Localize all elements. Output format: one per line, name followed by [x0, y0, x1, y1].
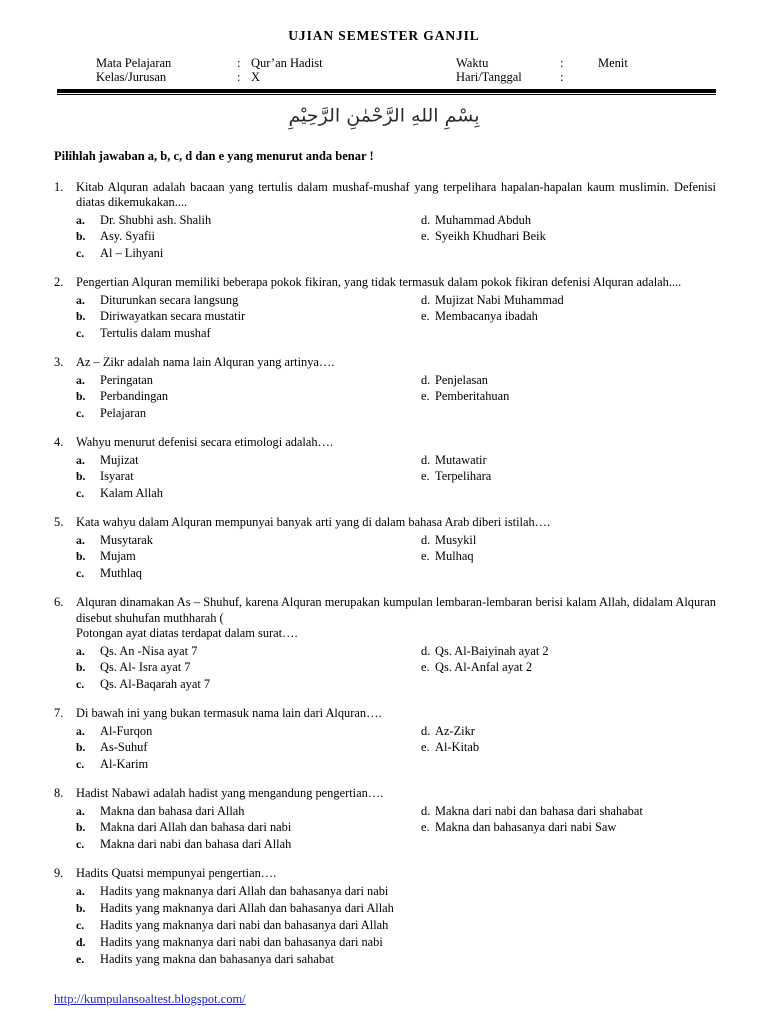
option-c[interactable] [76, 245, 421, 262]
option-c[interactable] [76, 676, 421, 693]
header-right-column [456, 56, 716, 85]
divider-thin-line [57, 94, 716, 95]
option-label: Diriwayatkan secara mustatir [100, 309, 246, 324]
option-label: Mujam [100, 549, 136, 564]
option-letter: c. [76, 405, 85, 420]
option-d[interactable] [421, 803, 716, 820]
option-label: Hadits yang maknanya dari Allah dan bahasanya dari Allah [100, 900, 394, 915]
option-d[interactable] [76, 934, 716, 951]
option-letter: b. [76, 820, 86, 835]
option-label: Hadits yang makna dan bahasanya dari sahabat [100, 951, 334, 966]
option-letter: b. [76, 740, 86, 755]
option-c[interactable] [76, 565, 421, 582]
options-group [54, 803, 716, 853]
question-block [54, 515, 716, 581]
divider-thick-line [57, 89, 716, 93]
header-label-subject: Mata Pelajaran [96, 55, 172, 70]
option-label: Al-Karim [100, 756, 149, 771]
option-row [76, 485, 716, 502]
option-row [76, 819, 716, 836]
option-label: Mutawatir [435, 452, 487, 467]
option-row [76, 292, 716, 309]
question-number: 9. [54, 866, 64, 881]
option-b[interactable] [76, 468, 421, 485]
question-stem [54, 866, 716, 882]
option-letter: a. [76, 532, 85, 547]
basmalah-row [0, 103, 768, 131]
options-group [54, 372, 716, 422]
option-letter: d. [421, 212, 431, 227]
option-label: Diturunkan secara langsung [100, 292, 239, 307]
header-field-subject [96, 56, 456, 71]
option-c[interactable] [76, 405, 421, 422]
option-letter: e. [421, 309, 430, 324]
option-row [76, 372, 716, 389]
question-number: 2. [54, 275, 64, 290]
question-stem [54, 595, 716, 626]
option-row [76, 245, 716, 262]
option-letter: b. [76, 549, 86, 564]
option-label: As-Suhuf [100, 740, 148, 755]
header-label-time: Waktu [456, 55, 489, 70]
option-c[interactable] [76, 485, 421, 502]
header-field-time [456, 56, 716, 71]
option-label: Hadits yang maknanya dari nabi dan bahasanya dari Allah [100, 917, 389, 932]
option-b[interactable] [76, 900, 716, 917]
option-letter: c. [76, 485, 85, 500]
option-row [76, 325, 716, 342]
option-label: Makna dan bahasa dari Allah [100, 803, 245, 818]
option-letter: c. [76, 756, 85, 771]
option-label: Pemberitahuan [435, 389, 510, 404]
question-text: Hadist Nabawi adalah hadist yang mengandung pengertian…. [76, 786, 384, 801]
header-left-column [96, 56, 456, 85]
option-label: Qs. An -Nisa ayat 7 [100, 643, 198, 658]
question-number: 6. [54, 595, 64, 610]
option-row [76, 659, 716, 676]
option-b[interactable] [76, 548, 421, 565]
option-c[interactable] [76, 756, 421, 773]
option-row [76, 468, 716, 485]
question-text: Di bawah ini yang bukan termasuk nama lain dari Alquran…. [76, 706, 382, 721]
question-block [54, 435, 716, 501]
option-label: Kalam Allah [100, 485, 163, 500]
option-row [76, 532, 716, 549]
option-letter: a. [76, 292, 85, 307]
option-b[interactable] [76, 819, 421, 836]
question-extra-text: Potongan ayat diatas terdapat dalam surat…. [76, 626, 298, 641]
option-label: Muhammad Abduh [435, 212, 532, 227]
header-label-class: Kelas/Jurusan [96, 70, 167, 85]
option-letter: b. [76, 469, 86, 484]
option-e[interactable] [421, 388, 716, 405]
option-a[interactable] [76, 723, 421, 740]
footer-link[interactable] [54, 992, 246, 1007]
basmalah-calligraphy: بِسْمِ اللهِ الرَّحْمٰنِ الرَّحِيْمِ [288, 105, 480, 127]
option-label: Az-Zikr [435, 723, 475, 738]
option-row [76, 836, 716, 853]
option-letter: d. [421, 452, 431, 467]
option-d[interactable] [421, 643, 716, 660]
option-c[interactable] [76, 917, 716, 934]
question-text: Wahyu menurut defenisi secara etimologi adalah…. [76, 435, 334, 450]
question-stem [54, 515, 716, 531]
option-b[interactable] [76, 388, 421, 405]
question-block [54, 786, 716, 852]
option-letter: d. [421, 292, 431, 307]
question-stem [54, 180, 716, 211]
option-e[interactable] [421, 739, 716, 756]
question-block [54, 275, 716, 341]
option-label: Al – Lihyani [100, 245, 164, 260]
option-row [76, 723, 716, 740]
option-letter: e. [421, 389, 430, 404]
header-value-class: X [251, 70, 261, 85]
header-colon-class: : [237, 70, 241, 85]
question-stem [54, 786, 716, 802]
option-label: Membacanya ibadah [435, 309, 538, 324]
option-a[interactable] [76, 532, 421, 549]
option-label: Mujizat Nabi Muhammad [435, 292, 564, 307]
question-number: 7. [54, 706, 64, 721]
option-row [76, 883, 716, 900]
option-label: Makna dan bahasanya dari nabi Saw [435, 820, 617, 835]
option-label: Musytarak [100, 532, 153, 547]
option-e[interactable] [421, 468, 716, 485]
option-b[interactable] [76, 228, 421, 245]
option-letter: e. [76, 951, 85, 966]
options-group [54, 883, 716, 968]
options-group [54, 452, 716, 502]
option-letter: e. [421, 549, 430, 564]
option-row [76, 917, 716, 934]
option-letter: a. [76, 803, 85, 818]
option-a[interactable] [76, 372, 421, 389]
option-b[interactable] [76, 308, 421, 325]
option-letter: c. [76, 676, 85, 691]
option-letter: a. [76, 372, 85, 387]
option-b[interactable] [76, 659, 421, 676]
option-letter: b. [76, 900, 86, 915]
option-a[interactable] [76, 212, 421, 229]
header-value-date [574, 70, 598, 85]
option-label: Asy. Syafii [100, 229, 155, 244]
question-block [54, 706, 716, 772]
footer-link-anchor[interactable]: http://kumpulansoaltest.blogspot.com/ [54, 992, 246, 1006]
option-a[interactable] [76, 292, 421, 309]
option-a[interactable] [76, 452, 421, 469]
questions-list [0, 180, 768, 968]
option-letter: e. [421, 469, 430, 484]
option-label: Syeikh Khudhari Beik [435, 229, 546, 244]
option-label: Qs. Al- Isra ayat 7 [100, 660, 191, 675]
option-label: Isyarat [100, 469, 134, 484]
options-group [54, 643, 716, 693]
option-label: Al-Furqon [100, 723, 153, 738]
option-d[interactable] [421, 723, 716, 740]
option-row [76, 548, 716, 565]
option-letter: e. [421, 229, 430, 244]
option-letter: d. [421, 532, 431, 547]
question-text: Kitab Alquran adalah bacaan yang tertulis dalam mushaf-mushaf yang terpelihara hapalan-hapalan kaum muslimin. Defenisi diatas dikemukakan.... [76, 179, 716, 210]
option-letter: d. [421, 723, 431, 738]
option-letter: d. [76, 934, 86, 949]
option-row [76, 739, 716, 756]
option-label: Muthlaq [100, 565, 142, 580]
option-label: Makna dari nabi dan bahasa dari shahabat [435, 803, 643, 818]
header-divider [57, 89, 716, 95]
question-text: Kata wahyu dalam Alquran mempunyai banyak arti yang di dalam bahasa Arab diberi istilah…. [76, 515, 551, 530]
option-label: Dr. Shubhi ash. Shalih [100, 212, 212, 227]
option-letter: c. [76, 325, 85, 340]
option-letter: e. [421, 820, 430, 835]
options-group [54, 212, 716, 262]
page-title: UJIAN SEMESTER GANJIL [288, 28, 480, 43]
instruction-text: Pilihlah jawaban a, b, c, d dan e yang menurut anda benar ! [54, 148, 374, 163]
option-letter: c. [76, 565, 85, 580]
option-row [76, 934, 716, 951]
header-field-date [456, 70, 716, 85]
question-block [54, 180, 716, 262]
option-row [76, 951, 716, 968]
option-label: Qs. Al-Baqarah ayat 7 [100, 676, 211, 691]
header-value-time: Menit [598, 55, 628, 70]
option-label: Pelajaran [100, 405, 147, 420]
option-d[interactable] [421, 292, 716, 309]
option-d[interactable] [421, 452, 716, 469]
question-number: 5. [54, 515, 64, 530]
option-e[interactable] [76, 951, 716, 968]
question-block [54, 355, 716, 421]
option-letter: b. [76, 229, 86, 244]
option-row [76, 388, 716, 405]
option-label: Musykil [435, 532, 477, 547]
option-label: Hadits yang maknanya dari nabi dan bahasanya dari nabi [100, 934, 383, 949]
option-row [76, 756, 716, 773]
option-e[interactable] [421, 308, 716, 325]
option-label: Hadits yang maknanya dari Allah dan bahasanya dari nabi [100, 883, 389, 898]
header-value-subject: Qur’an Hadist [251, 55, 323, 70]
options-group [54, 723, 716, 773]
option-e[interactable] [421, 228, 716, 245]
option-letter: d. [421, 803, 431, 818]
option-label: Qs. Al-Anfal ayat 2 [435, 660, 533, 675]
option-row [76, 803, 716, 820]
exam-header-fields [0, 56, 768, 85]
option-letter: e. [421, 660, 430, 675]
header-label-date: Hari/Tanggal [456, 70, 522, 85]
option-letter: d. [421, 372, 431, 387]
question-block [54, 595, 716, 692]
option-label: Peringatan [100, 372, 153, 387]
options-group [54, 532, 716, 582]
option-label: Al-Kitab [435, 740, 480, 755]
option-label: Qs. Al-Baiyinah ayat 2 [435, 643, 549, 658]
option-label: Mujizat [100, 452, 139, 467]
question-number: 1. [54, 179, 64, 194]
question-number: 4. [54, 435, 64, 450]
option-row [76, 308, 716, 325]
option-c[interactable] [76, 325, 421, 342]
option-label: Terpelihara [435, 469, 492, 484]
option-row [76, 565, 716, 582]
option-row [76, 228, 716, 245]
option-letter: b. [76, 389, 86, 404]
option-label: Mulhaq [435, 549, 474, 564]
option-label: Makna dari Allah dan bahasa dari nabi [100, 820, 292, 835]
option-letter: e. [421, 740, 430, 755]
header-colon-date: : [560, 70, 564, 85]
option-a[interactable] [76, 643, 421, 660]
question-number: 8. [54, 786, 64, 801]
question-stem [54, 706, 716, 722]
option-a[interactable] [76, 803, 421, 820]
option-d[interactable] [421, 212, 716, 229]
option-letter: a. [76, 212, 85, 227]
option-letter: a. [76, 883, 85, 898]
option-letter: c. [76, 836, 85, 851]
question-text: Pengertian Alquran memiliki beberapa pokok fikiran, yang tidak termasuk dalam pokok fikiran defenisi Alquran adalah.... [76, 275, 682, 290]
option-letter: a. [76, 723, 85, 738]
options-group [54, 292, 716, 342]
question-stem [54, 355, 716, 371]
option-label: Perbandingan [100, 389, 169, 404]
option-letter: c. [76, 917, 85, 932]
option-row [76, 212, 716, 229]
question-stem [54, 435, 716, 451]
option-letter: d. [421, 643, 431, 658]
option-label: Penjelasan [435, 372, 488, 387]
option-row [76, 405, 716, 422]
option-letter: a. [76, 452, 85, 467]
question-text: Alquran dinamakan As – Shuhuf, karena Alquran merupakan kumpulan lembaran-lembaran berisi kalam Allah, didalam Alquran disebut shuhufan muthharah ( [76, 595, 716, 625]
question-block [54, 866, 716, 968]
option-d[interactable] [421, 372, 716, 389]
header-colon-subject: : [237, 55, 241, 70]
option-c[interactable] [76, 836, 421, 853]
option-d[interactable] [421, 532, 716, 549]
option-letter: c. [76, 245, 85, 260]
option-letter: a. [76, 643, 85, 658]
question-number: 3. [54, 355, 64, 370]
option-e[interactable] [421, 548, 716, 565]
question-text: Hadits Quatsi mempunyai pengertian…. [76, 866, 277, 881]
option-a[interactable] [76, 883, 716, 900]
option-label: Tertulis dalam mushaf [100, 325, 211, 340]
option-b[interactable] [76, 739, 421, 756]
option-row [76, 643, 716, 660]
header-colon-time: : [560, 55, 564, 70]
option-row [76, 676, 716, 693]
question-stem [54, 275, 716, 291]
option-e[interactable] [421, 659, 716, 676]
option-row [76, 900, 716, 917]
option-label: Makna dari nabi dan bahasa dari Allah [100, 836, 292, 851]
option-e[interactable] [421, 819, 716, 836]
header-field-class [96, 70, 456, 85]
option-row [76, 452, 716, 469]
option-letter: b. [76, 309, 86, 324]
question-text: Az – Zikr adalah nama lain Alquran yang artinya…. [76, 355, 335, 370]
option-letter: b. [76, 660, 86, 675]
